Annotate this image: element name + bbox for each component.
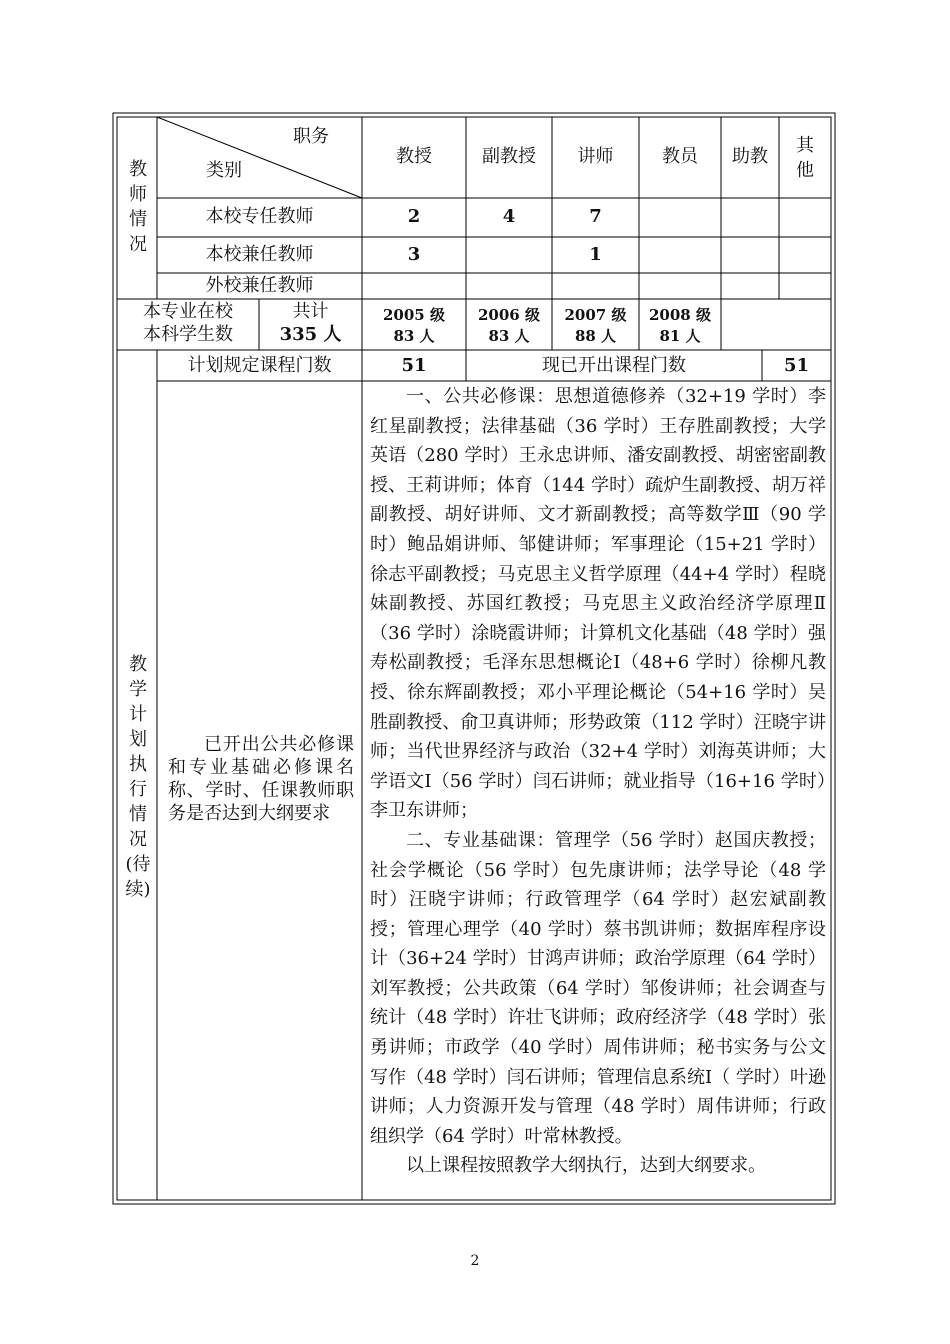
column-header: 教员 [662,146,698,167]
column-header: 讲师 [577,146,614,167]
table-cell: 7 [589,206,602,227]
grade-year: 2005 级 [383,306,445,324]
answer-paragraph: 二、专业基础课：管理学（56 学时）赵国庆教授；社会学概论（56 学时）包先康讲师；法学导论（48 学时）汪晓宇讲师；行政管理学（64 学时）赵宏斌副教授；管理心理学（40 学时）蔡书凯讲师；数据库程序设计（36+24 学时）甘鸿声讲师；政治学原理（64 学时）刘军教授；公共政策（64 学时）邹俊讲师；社会调查与统计（48 学时）许壮飞讲师；政府经济学（48 学时）张勇讲师；市政学（40 学时）周伟讲师；秘书实务与公文写作（48 学时）闫石讲师；管理信息系统Ⅰ（ 学时）叶逊讲师；人力资源开发与管理（48 学时）周伟讲师；行政组织学（64 学时）叶常林教授。 [370,829,826,1147]
column-header: 助教 [732,146,768,167]
row-category: 本校兼任教师 [205,244,314,265]
column-header: 副教授 [482,146,536,167]
grade-count: 83 人 [393,327,435,345]
column-header: 其他 [796,135,814,181]
students-label: 本专业在校 [143,301,233,322]
grade-count: 81 人 [659,327,701,345]
answer-paragraph: 一、公共必修课：思想道德修养（32+19 学时）李红星副教授；法律基础（36 学时）王存胜副教授；大学英语（280 学时）王永忠讲师、潘安副教授、胡密密副教授、王莉讲师；体育（144 学时）疏炉生副教授、胡万祥副教授、胡好讲师、文才新副教授；高等数学Ⅲ（90 学时）鲍品娟讲师、邹健讲师；军事理论（15+21 学时）徐志平副教授；马克思主义哲学原理（44+4 学时）程晓妹副教授、苏国红教授；马克思主义政治经济学原理Ⅱ（36 学时）涂晓霞讲师；计算机文化基础（48 学时）强寿松副教授；毛泽东思想概论Ⅰ（48+6 学时）徐柳凡教授、徐东辉副教授；邓小平理论概论（54+16 学时）吴胜副教授、俞卫真讲师；形势政策（112 学时）汪晓宇讲师；当代世界经济与政治（32+4 学时）刘海英讲师；大学语文Ⅰ（56 学时）闫石讲师；就业指导（16+16 学时）李卫东讲师； [370,386,826,822]
grade-year: 2007 级 [564,306,627,324]
table-cell: 1 [589,244,602,265]
answer-paragraph: 以上课程按照教学大纲执行，达到大纲要求。 [406,1155,766,1177]
item-question: 已开出公共必修课和专业基础必修课名称、学时、任课教师职务是否达到大纲要求 [168,734,354,824]
table-cell: 4 [502,206,516,227]
grade-year: 2006 级 [478,306,540,324]
students-total-value: 335 人 [279,324,342,345]
planned-courses-label: 计划规定课程门数 [187,355,332,376]
table-cell: 2 [407,206,421,227]
opened-courses-label: 现已开出课程门数 [542,355,686,376]
opened-courses-value: 51 [783,355,810,376]
grade-count: 88 人 [574,327,617,345]
column-header: 教授 [396,146,432,167]
header-position: 职务 [293,126,329,147]
planned-courses-value: 51 [401,355,427,376]
grade-year: 2008 级 [649,306,711,324]
teachers-section-label: 教师情况 [129,159,147,255]
table-cell: 3 [407,244,421,265]
grade-count: 83 人 [488,327,530,345]
plan-section-label: 教学计划执行情况(待续) [125,654,151,900]
students-label: 本科学生数 [143,324,233,345]
page-number: 2 [470,1253,480,1269]
row-category: 本校专任教师 [205,206,314,227]
students-total-label: 共计 [292,301,329,322]
answer-text [370,382,826,1181]
row-category: 外校兼任教师 [205,275,314,296]
header-category: 类别 [206,160,242,181]
